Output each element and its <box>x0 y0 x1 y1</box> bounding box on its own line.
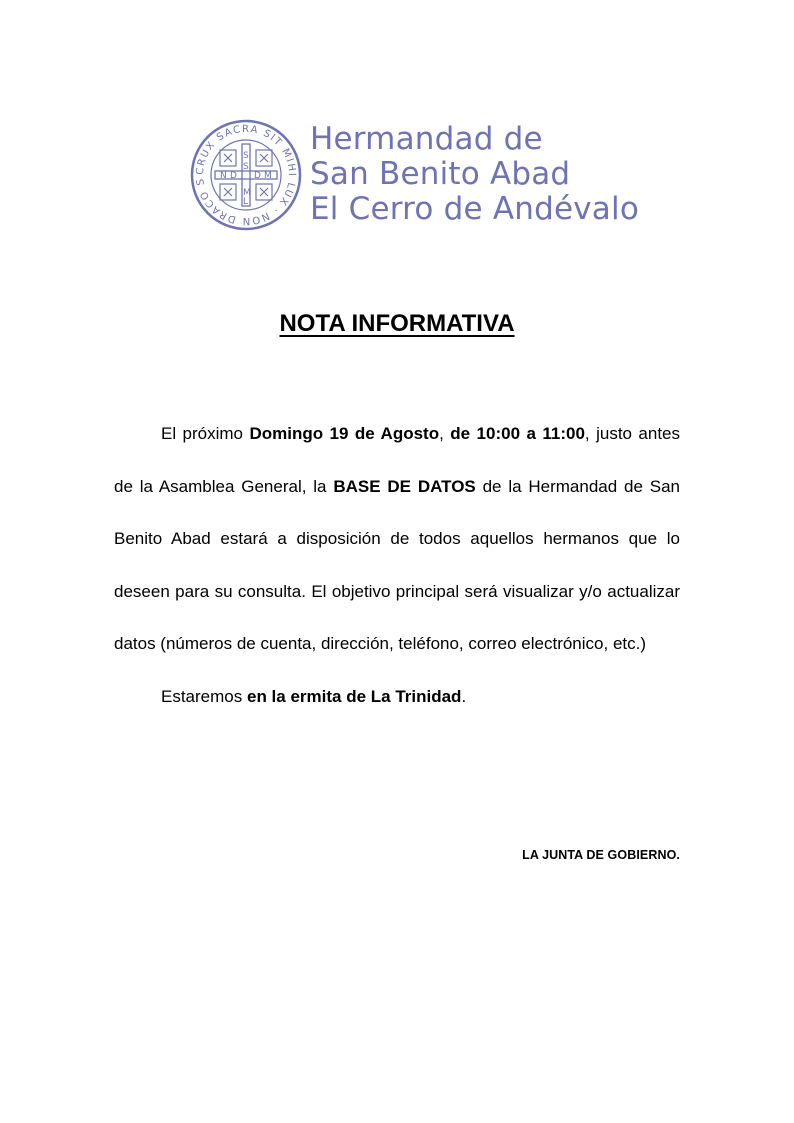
date-highlight: Domingo 19 de Agosto <box>249 424 440 443</box>
svg-text:D: D <box>254 171 261 181</box>
document-title: NOTA INFORMATIVA <box>279 310 515 337</box>
hermandad-seal-icon <box>190 118 302 232</box>
letterhead <box>190 118 639 236</box>
svg-text:L: L <box>243 197 249 207</box>
svg-text:S: S <box>243 162 249 172</box>
text-segment: . <box>461 686 467 706</box>
signature: LA JUNTA DE GOBIERNO. <box>522 848 680 862</box>
document-body <box>114 408 680 715</box>
text-segment: de la Hermandad de San Benito Abad estará a disposición de todos aquellos hermanos que lo deseen para su consulta. El objetivo principal será visualizar y/o actualizar datos (números de cuenta, dirección, teléfono, correo electrónico, etc.) <box>114 476 680 653</box>
time-highlight: de 10:00 a 11:00 <box>450 424 585 443</box>
brand-line: San Benito Abad <box>310 156 571 192</box>
brand-name <box>310 122 639 227</box>
text-segment: El próximo <box>161 424 250 443</box>
text-segment: Estaremos <box>161 686 247 706</box>
svg-text:N: N <box>220 171 227 181</box>
svg-text:M: M <box>243 188 251 198</box>
location-highlight: en la ermita de La Trinidad <box>246 686 462 706</box>
text-segment: , justo antes de la Asamblea General, la <box>114 424 681 496</box>
paragraph-location <box>114 679 680 715</box>
paragraph-announcement <box>114 408 680 671</box>
svg-text:M: M <box>264 171 272 181</box>
svg-text:S: S <box>243 151 249 161</box>
brand-line: El Cerro de Andévalo <box>310 191 639 227</box>
text-segment: , <box>439 424 451 443</box>
svg-text:D: D <box>230 171 237 181</box>
seal-motto: CRUX SACRA SIT MIHI LUX · NON DRACO S <box>194 123 298 227</box>
brand-line: Hermandad de <box>310 121 543 157</box>
database-highlight: BASE DE DATOS <box>333 476 476 496</box>
